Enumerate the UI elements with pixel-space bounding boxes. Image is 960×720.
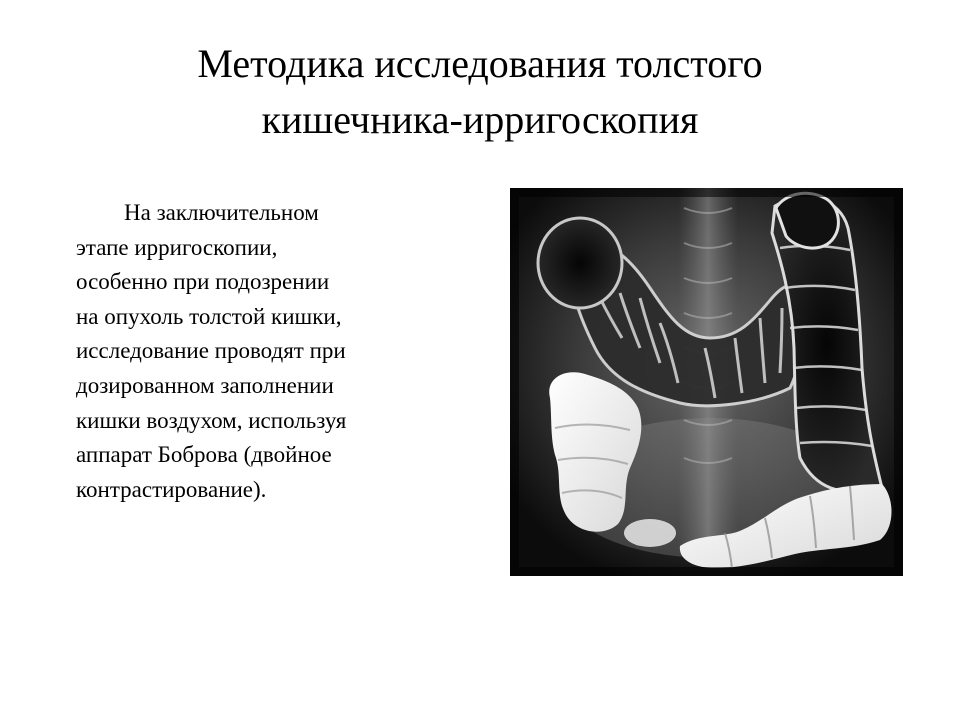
body-line: контрастирование). xyxy=(76,476,267,502)
body-line: на опухоль толстой кишки, xyxy=(76,303,342,329)
body-line: аппарат Боброва (двойное xyxy=(76,442,332,468)
hepatic-flexure xyxy=(538,218,622,308)
barium-enema-xray-image xyxy=(510,188,903,576)
slide-title xyxy=(60,36,900,148)
body-line: особенно при подозрении xyxy=(76,269,330,295)
body-line: исследование проводят при xyxy=(76,338,346,364)
body-line: кишки воздухом, используя xyxy=(76,407,347,433)
body-line: На заключительном xyxy=(124,200,319,225)
body-line: дозированном заполнении xyxy=(76,372,334,398)
slide-body-text xyxy=(76,196,476,507)
slide-title-line: кишечника-ирригоскопия xyxy=(261,97,699,142)
slide-title-line: Методика исследования толстого xyxy=(197,41,763,86)
body-line: этапе ирригоскопии, xyxy=(76,234,278,260)
